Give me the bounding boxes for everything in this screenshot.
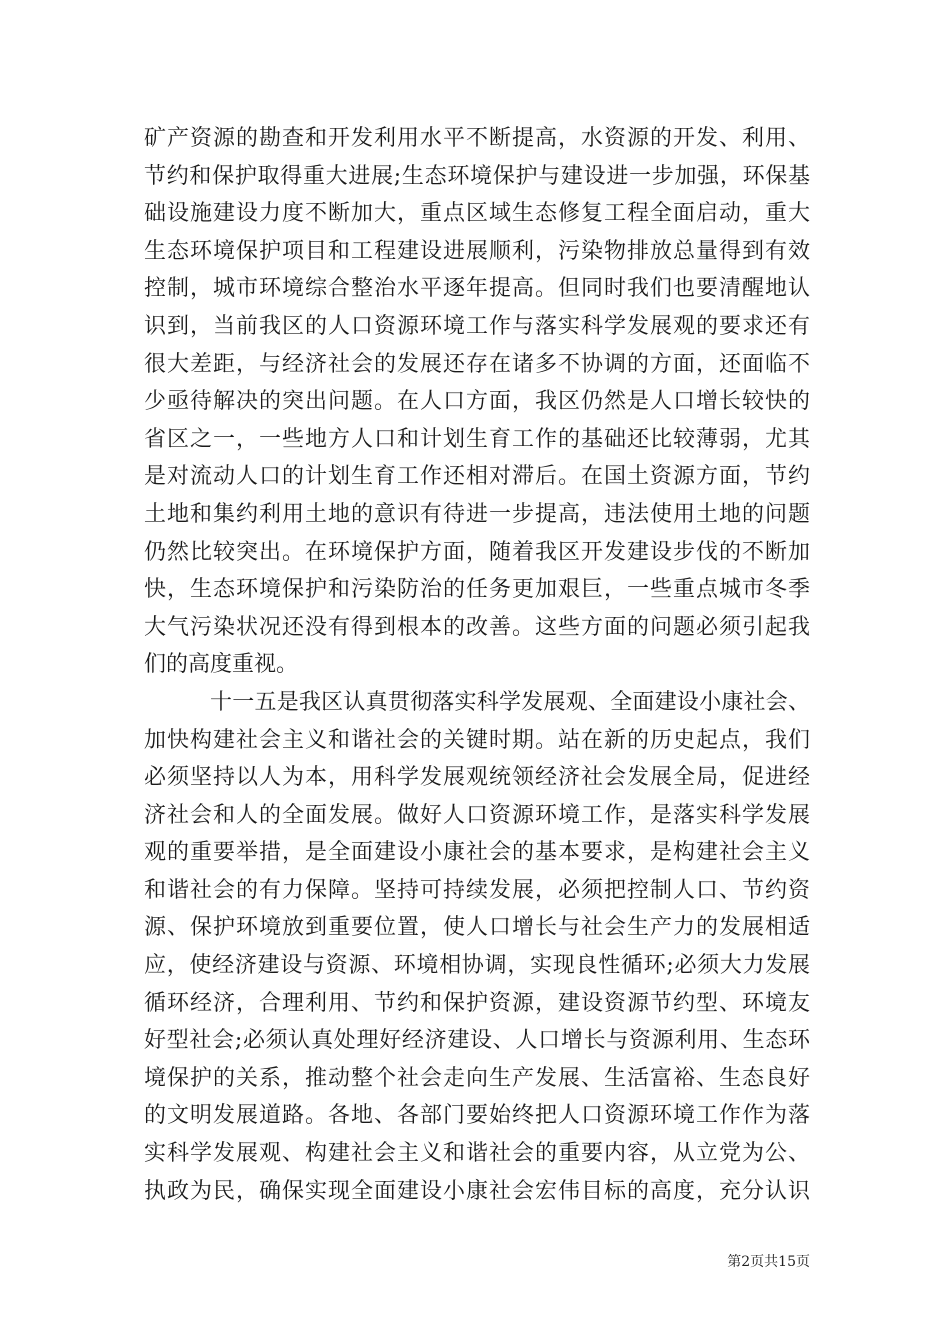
text-line: 加快构建社会主义和谐社会的关键时期。站在新的历史起点，我们 [144, 727, 810, 753]
text-line: 应，使经济建设与资源、环境相协调，实现良性循环;必须大力发展 [144, 953, 810, 979]
text-line: 循环经济，合理利用、节约和保护资源，建设资源节约型、环境友 [144, 990, 810, 1016]
text-line: 省区之一，一些地方人口和计划生育工作的基础还比较薄弱，尤其 [144, 426, 810, 452]
text-line: 和谐社会的有力保障。坚持可持续发展，必须把控制人口、节约资 [144, 877, 810, 903]
paragraph-2 [144, 684, 810, 1210]
text-line: 础设施建设力度不断加大，重点区域生态修复工程全面启动，重大 [144, 201, 810, 227]
text-line: 必须坚持以人为本，用科学发展观统领经济社会发展全局，促进经 [144, 765, 810, 791]
text-line: 们的高度重视。 [144, 652, 299, 678]
text-line: 观的重要举措，是全面建设小康社会的基本要求，是构建社会主义 [144, 840, 810, 866]
text-line: 快，生态环境保护和污染防治的任务更加艰巨，一些重点城市冬季 [144, 577, 810, 603]
text-line: 好型社会;必须认真处理好经济建设、人口增长与资源利用、生态环 [144, 1028, 810, 1054]
text-line: 识到，当前我区的人口资源环境工作与落实科学发展观的要求还有 [144, 313, 810, 339]
text-line: 源、保护环境放到重要位置，使人口增长与社会生产力的发展相适 [144, 915, 810, 941]
text-line: 矿产资源的勘查和开发利用水平不断提高，水资源的开发、利用、 [144, 126, 810, 151]
text-line: 济社会和人的全面发展。做好人口资源环境工作，是落实科学发展 [144, 802, 810, 828]
text-line: 生态环境保护项目和工程建设进展顺利，污染物排放总量得到有效 [144, 238, 810, 264]
text-line: 十一五是我区认真贯彻落实科学发展观、全面建设小康社会、 [210, 689, 810, 715]
text-line: 实科学发展观、构建社会主义和谐社会的重要内容，从立党为公、 [144, 1141, 810, 1167]
body-text [144, 120, 810, 1210]
text-line: 控制，城市环境综合整治水平逐年提高。但同时我们也要清醒地认 [144, 276, 810, 302]
text-line: 的文明发展道路。各地、各部门要始终把人口资源环境工作作为落 [144, 1103, 810, 1129]
page-number: 第2页共15页 [727, 1254, 810, 1270]
text-line: 仍然比较突出。在环境保护方面，随着我区开发建设步伐的不断加 [144, 539, 810, 565]
text-line: 是对流动人口的计划生育工作还相对滞后。在国土资源方面，节约 [144, 464, 810, 490]
text-line: 少亟待解决的突出问题。在人口方面，我区仍然是人口增长较快的 [144, 389, 810, 415]
text-line: 境保护的关系，推动整个社会走向生产发展、生活富裕、生态良好 [144, 1065, 810, 1091]
paragraph-1 [144, 120, 810, 684]
text-line: 节约和保护取得重大进展;生态环境保护与建设进一步加强，环保基 [144, 163, 810, 189]
text-line: 执政为民，确保实现全面建设小康社会宏伟目标的高度，充分认识 [144, 1178, 810, 1204]
text-line: 土地和集约利用土地的意识有待进一步提高，违法使用土地的问题 [144, 501, 810, 527]
text-line: 大气污染状况还没有得到根本的改善。这些方面的问题必须引起我 [144, 614, 810, 640]
text-line: 很大差距，与经济社会的发展还存在诸多不协调的方面，还面临不 [144, 351, 810, 377]
